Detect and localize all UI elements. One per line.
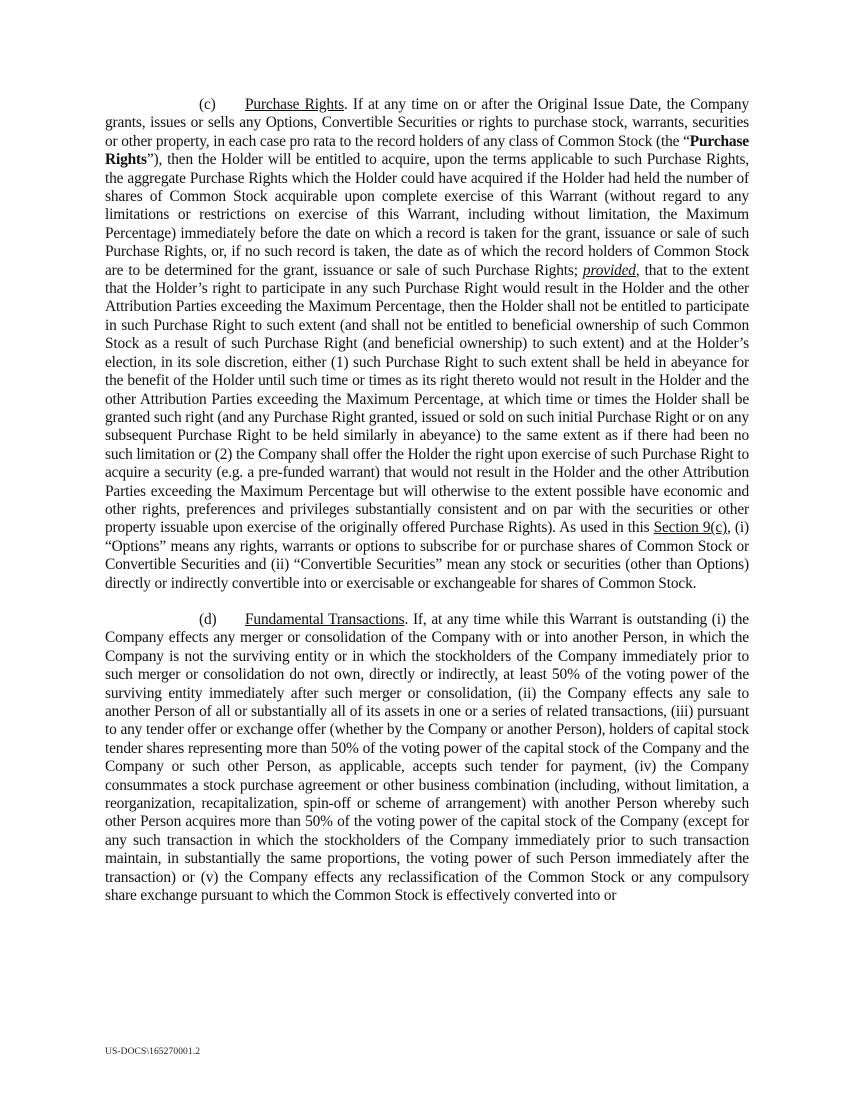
section-c-text-4: , (i) “Options” means any rights, warrants or options to subscribe for or purchase shares of Common Stock or Convertible Securities and (ii) “Convertible Securities” mean any stock or securities (other than Options) directly or indirectly convertible into or exercisable or exchangeable for shares of Common Stock. bbox=[105, 519, 749, 592]
section-d-paragraph bbox=[105, 611, 749, 906]
section-reference: Section 9(c) bbox=[653, 519, 728, 537]
section-d-number: (d) bbox=[199, 610, 217, 628]
document-page bbox=[105, 96, 749, 923]
section-c-number: (c) bbox=[199, 96, 216, 113]
provided-term: provided bbox=[582, 261, 636, 279]
section-d-heading: Fundamental Transactions bbox=[245, 610, 405, 628]
section-d-text-1: . If, at any time while this Warrant is outstanding (i) the Company effects any merger or consolidation of the Company with or into another Person, in which the Company is not the surviving entity or in which the stockholders of the Company immediately prior to such merger or consolidation do not own, directly or indirectly, at least 50% of the voting power of the surviving entity immediately after such merger or consolidation, (ii) the Company effects any sale to another Person of all or substantially all of its assets in one or a series of related transactions, (iii) pursuant to any tender offer or exchange offer (whether by the Company or another Person), holders of capital stock tender shares representing more than 50% of the voting power of the capital stock of the Company and the Company or such other Person, as applicable, accepts such tender for payment, (iv) the Company consummates a stock purchase agreement or other business combination (including, without limitation, a reorganization, recapitalization, spin-off or scheme of arrangement) with another Person whereby such other Person acquires more than 50% of the voting power of the capital stock of the Company (except for any such transaction in which the stockholders of the Company immediately prior to such transaction maintain, in substantially the same proportions, the voting power of such Person immediately after the transaction) or (v) the Company effects any reclassification of the Common Stock or any compulsory share exchange pursuant to which the Common Stock is effectively converted into or bbox=[105, 610, 749, 905]
section-c-heading: Purchase Rights bbox=[245, 96, 344, 113]
purchase-rights-defined-term: Purchase Rights bbox=[105, 132, 749, 169]
section-c-text-3: , that to the extent that the Holder’s right to participate in any such Purchase Right would result in the Holder and the other Attribution Parties exceeding the Maximum Percentage, then the Holder shall not be entitled to participate in such Purchase Right to such extent (and shall not be entitled to beneficial ownership of such Common Stock as a result of such Purchase Right (and beneficial ownership) to such extent) and at the Holder’s election, in its sole discretion, either (1) such Purchase Right to such extent shall be held in abeyance for the benefit of the Holder until such time or times as its right thereto would not result in the Holder and the other Attribution Parties exceeding the Maximum Percentage, at which time or times the Holder shall be granted such right (and any Purchase Right granted, issued or sold on such initial Purchase Right or on any subsequent Purchase Right to be held similarly in abeyance) to the same extent as if there had been no such limitation or (2) the Company shall offer the Holder the right upon exercise of such Purchase Right to acquire a security (e.g. a pre-funded warrant) that would not result in the Holder and the other Attribution Parties exceeding the Maximum Percentage but will otherwise to the extent possible have economic and other rights, preferences and privileges substantially consistent and on par with the securities or other property issuable upon exercise of the originally offered Purchase Rights). As used in this bbox=[105, 261, 749, 537]
section-c-paragraph bbox=[105, 96, 749, 593]
footer-document-id: US-DOCS\165270001.2 bbox=[105, 1047, 201, 1057]
section-c-text-2: ”), then the Holder will be entitled to acquire, upon the terms applicable to such Purchase Rights, the aggregate Purchase Rights which the Holder could have acquired if the Holder had held the number of shares of Common Stock acquirable upon complete exercise of this Warrant (without regard to any limitations or restrictions on exercise of this Warrant, including without limitation, the Maximum Percentage) immediately before the date on which a record is taken for the grant, issuance or sale of such Purchase Rights, or, if no such record is taken, the date as of which the record holders of Common Stock are to be determined for the grant, issuance or sale of such Purchase Rights; bbox=[105, 151, 749, 279]
section-c-text-1: . If at any time on or after the Original Issue Date, the Company grants, issues or sells any Options, Convertible Securities or rights to purchase stock, warrants, securities or other property, in each case pro rata to the record holders of any class of Common Stock (the “ bbox=[105, 96, 749, 150]
